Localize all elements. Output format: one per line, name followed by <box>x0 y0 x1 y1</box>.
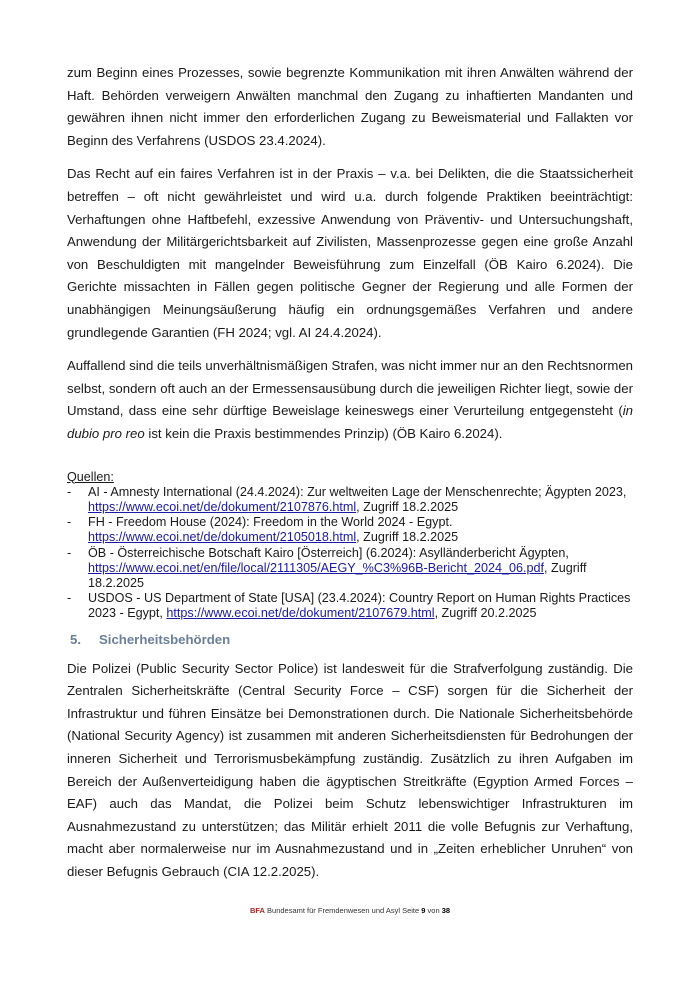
sources-block <box>67 470 633 622</box>
list-dash: - <box>67 515 72 530</box>
source-link[interactable]: https://www.ecoi.net/de/dokument/2105018.html <box>88 530 357 545</box>
sources-list <box>67 485 633 622</box>
paragraph-fair-trial-practice: Das Recht auf ein faires Verfahren ist in der Praxis – v.a. bei Delikten, die die Staatssicherheit betreffen – oft nicht gewährleistet und wird u.a. durch folgende Praktiken beeinträchtigt: Verhaftungen ohne Haftbefehl, exzessive Anwendung von Präventiv- und Untersuchungshaft, Anwendung der Militärgerichtsbarkeit auf Zivilisten, Massenprozesse gegen eine große Anzahl von Beschuldigten mit mangelnder Beweisführung zum Einzelfall (ÖB Kairo 6.2024). Die Gerichte missachten in Fällen gegen politische Gegner der Regierung und alle Formen der unabhängigen Meinungsäußerung häufig ein ordnungsgemäßes Verfahren und andere grundlegende Garantien (FH 2024; vgl. AI 24.4.2024). <box>67 166 633 340</box>
source-item <box>67 485 633 515</box>
source-item <box>67 546 633 592</box>
source-text: FH - Freedom House (2024): Freedom in the World 2024 - Egypt. <box>88 515 453 530</box>
paragraph-fair-trial-intro: zum Beginn eines Prozesses, sowie begrenzte Kommunikation mit ihren Anwälten während der Haft. Behörden verweigern Anwälten manchmal den Zugang zu inhaftierten Mandanten und gewähren ihnen nicht immer den erforderlichen Zugang zu Beweismaterial und Fallakten vor Beginn des Verfahrens (USDOS 23.4.2024). <box>67 65 633 148</box>
source-text: AI - Amnesty International (24.4.2024): Zur weltweiten Lage der Menschenrechte; Ägypten 2023, <box>88 484 627 499</box>
footer-org: Bundesamt für Fremdenwesen und Asyl Seite <box>264 906 422 915</box>
page-number: 9 <box>421 906 426 915</box>
list-dash: - <box>67 484 72 499</box>
paragraph-text: ist kein die Praxis bestimmendes Prinzip) (ÖB Kairo 6.2024). <box>144 425 503 441</box>
source-item <box>67 515 633 545</box>
source-text: ÖB - Österreichische Botschaft Kairo [Österreich] (6.2024): Asylländerbericht Ägypten, <box>88 545 569 560</box>
source-access-date: , Zugriff 18.2.2025 <box>88 560 587 590</box>
source-item <box>67 591 633 621</box>
sources-title: Quellen: <box>67 469 114 484</box>
source-text: USDOS - US Department of State [USA] (23.4.2024): Country Report on Human Rights Practices 2023 - Egypt, <box>88 591 631 621</box>
page-footer <box>0 906 700 915</box>
source-link[interactable]: https://www.ecoi.net/de/dokument/2107876.html <box>88 499 357 514</box>
bfa-logo: BFA <box>249 906 265 915</box>
paragraph-sentencing <box>67 355 633 445</box>
source-access-date: , Zugriff 20.2.2025 <box>434 606 537 621</box>
latin-phrase: in dubio pro reo <box>67 403 633 441</box>
section-number: 5. <box>70 631 81 647</box>
list-dash: - <box>67 591 72 606</box>
source-link[interactable]: https://www.ecoi.net/en/file/local/2111305/AEGY_%C3%96B-Bericht_2024_06.pdf <box>88 560 544 575</box>
page-total: 38 <box>441 906 451 915</box>
section-title: Sicherheitsbehörden <box>99 631 231 647</box>
footer-of: von <box>425 906 442 915</box>
section-heading <box>67 632 633 647</box>
paragraph-text: Auffallend sind die teils unverhältnismäßigen Strafen, was nicht immer nur an den Rechtsnormen selbst, sondern oft auch an der Ermessensausübung durch die jeweiligen Richter liegt, sowie der Umstand, dass eine sehr dürftige Beweislage keineswegs einer Verurteilung entgegensteht ( <box>67 358 633 419</box>
list-dash: - <box>67 545 72 560</box>
source-access-date: , Zugriff 18.2.2025 <box>356 530 459 545</box>
source-link[interactable]: https://www.ecoi.net/de/dokument/2107679.html <box>166 606 435 621</box>
paragraph-security-authorities: Die Polizei (Public Security Sector Police) ist landesweit für die Strafverfolgung zuständig. Die Zentralen Sicherheitskräfte (Central Security Force – CSF) sorgen für die Sicherheit der Infrastruktur und führen Einsätze bei Demonstrationen durch. Die Nationale Sicherheitsbehörde (National Security Agency) ist zusammen mit anderen Sicherheitsdiensten für Bedrohungen der inneren Sicherheit und Terrorismusbekämpfung zuständig. Zusätzlich zu ihren Aufgaben im Bereich der Außenverteidigung haben die ägyptischen Streitkräfte (Egyption Armed Forces – EAF) auch das Mandat, die Polizei beim Schutz lebenswichtiger Infrastrukturen im Ausnahmezustand zu unterstützen; das Militär erhielt 2011 die volle Befugnis zur Verhaftung, macht aber normalerweise nur im Ausnahmezustand und in „Zeiten erheblicher Unruhen“ von dieser Befugnis Gebrauch (CIA 12.2.2025). <box>67 660 633 879</box>
source-access-date: , Zugriff 18.2.2025 <box>356 499 459 514</box>
document-page <box>67 62 633 894</box>
